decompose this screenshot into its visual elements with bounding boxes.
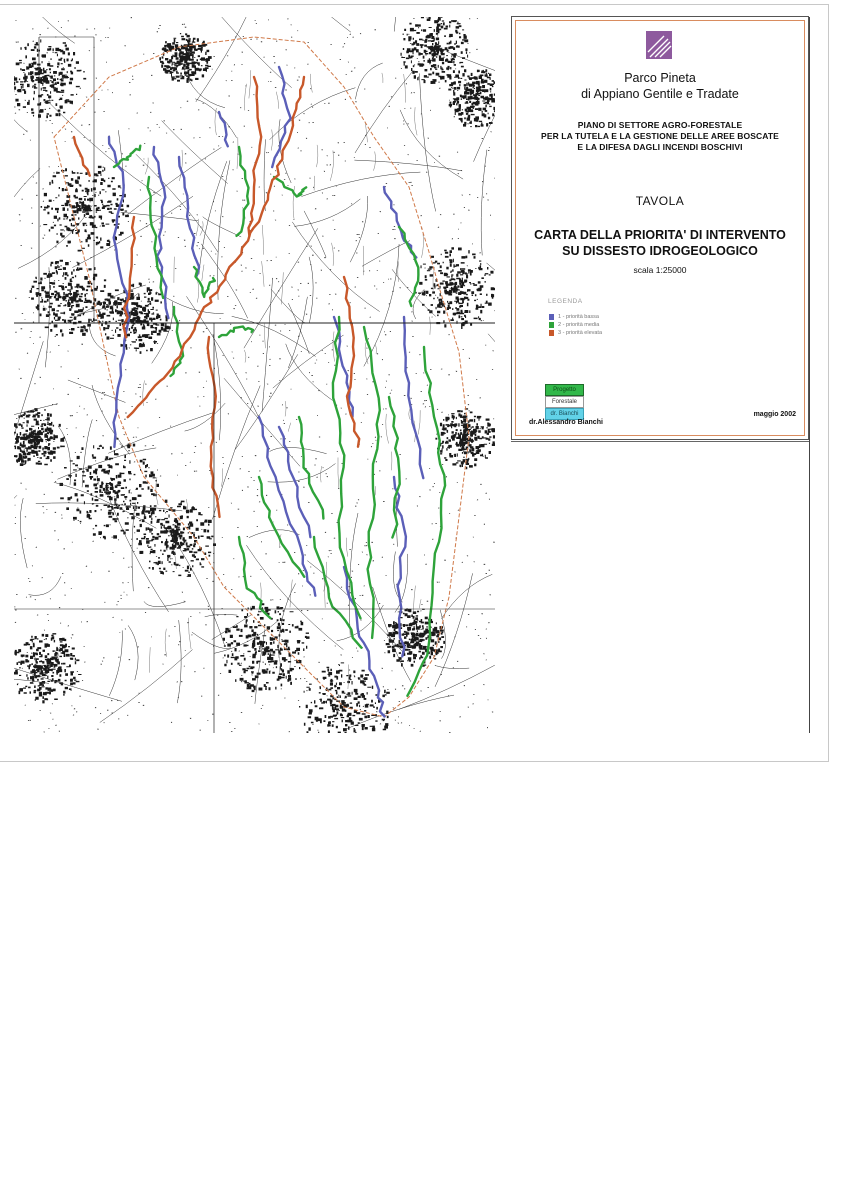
map-area[interactable] — [14, 17, 495, 733]
stream-34 — [74, 137, 90, 176]
map-scale: scala 1:25000 — [633, 265, 687, 275]
stream-28 — [389, 397, 400, 538]
legend-swatch-medium — [549, 322, 554, 328]
stream-19 — [274, 177, 306, 197]
stream-12 — [219, 112, 228, 146]
title-block-rule — [511, 441, 809, 442]
stream-9 — [404, 317, 423, 478]
stream-15 — [194, 267, 215, 297]
stream-14 — [148, 177, 164, 298]
map-date: maggio 2002 — [753, 411, 796, 418]
park-logo-icon — [646, 31, 672, 59]
legend-label-low: 1 - priorità bassa — [558, 313, 599, 320]
legend-title: LEGENDA — [548, 298, 583, 305]
legend-item-low — [549, 313, 599, 320]
plan-title-line-1: PIANO DI SETTORE AGRO-FORESTALE — [577, 120, 743, 130]
map-title-line-1: CARTA DELLA PRIORITA' DI INTERVENTO — [534, 228, 786, 242]
legend-item-medium — [549, 321, 599, 328]
stream-16 — [219, 327, 253, 338]
stream-10 — [394, 477, 406, 656]
stream-1 — [109, 137, 129, 447]
sheet-label: TAVOLA — [635, 194, 685, 208]
stream-25 — [364, 327, 380, 638]
legend-label-medium: 2 - priorità media — [558, 321, 600, 328]
legend-swatch-low — [549, 314, 554, 320]
map-sheet — [0, 4, 829, 762]
stream-5 — [384, 187, 416, 258]
author-name: dr.Alessandro Bianchi — [529, 419, 603, 426]
stream-30 — [249, 77, 262, 236]
sheet-divider — [809, 17, 810, 733]
stream-26 — [407, 347, 445, 696]
author-stamp-line-1: Progetto — [545, 384, 584, 396]
base-map-layer — [14, 17, 495, 733]
stream-21 — [299, 417, 323, 519]
stream-20 — [399, 227, 418, 306]
park-location: di Appiano Gentile e Tradate — [581, 87, 739, 101]
stream-18 — [237, 147, 249, 236]
park-name: Parco Pineta — [624, 71, 696, 85]
plan-title-line-3: E LA DIFESA DAGLI INCENDI BOSCHIVI — [577, 142, 743, 152]
legend-swatch-high — [549, 330, 554, 336]
stream-13 — [114, 146, 140, 167]
plan-title-line-2: PER LA TUTELA E LA GESTIONE DELLE AREE BOSCATE — [541, 131, 779, 141]
stream-network — [74, 67, 445, 717]
stream-32 — [344, 277, 359, 447]
legend-item-high — [549, 329, 602, 336]
map-title-line-2: SU DISSESTO IDROGEOLOGICO — [562, 244, 758, 258]
contour-lines — [143, 70, 435, 689]
author-stamp-line-2: Forestale — [545, 396, 584, 408]
author-stamp-line-3: dr. Bianchi — [545, 408, 584, 420]
stream-3 — [179, 157, 199, 276]
legend-label-high: 3 - priorità elevata — [558, 329, 603, 336]
title-block — [511, 16, 809, 440]
map-canvas — [14, 17, 495, 733]
stream-24 — [333, 317, 361, 618]
